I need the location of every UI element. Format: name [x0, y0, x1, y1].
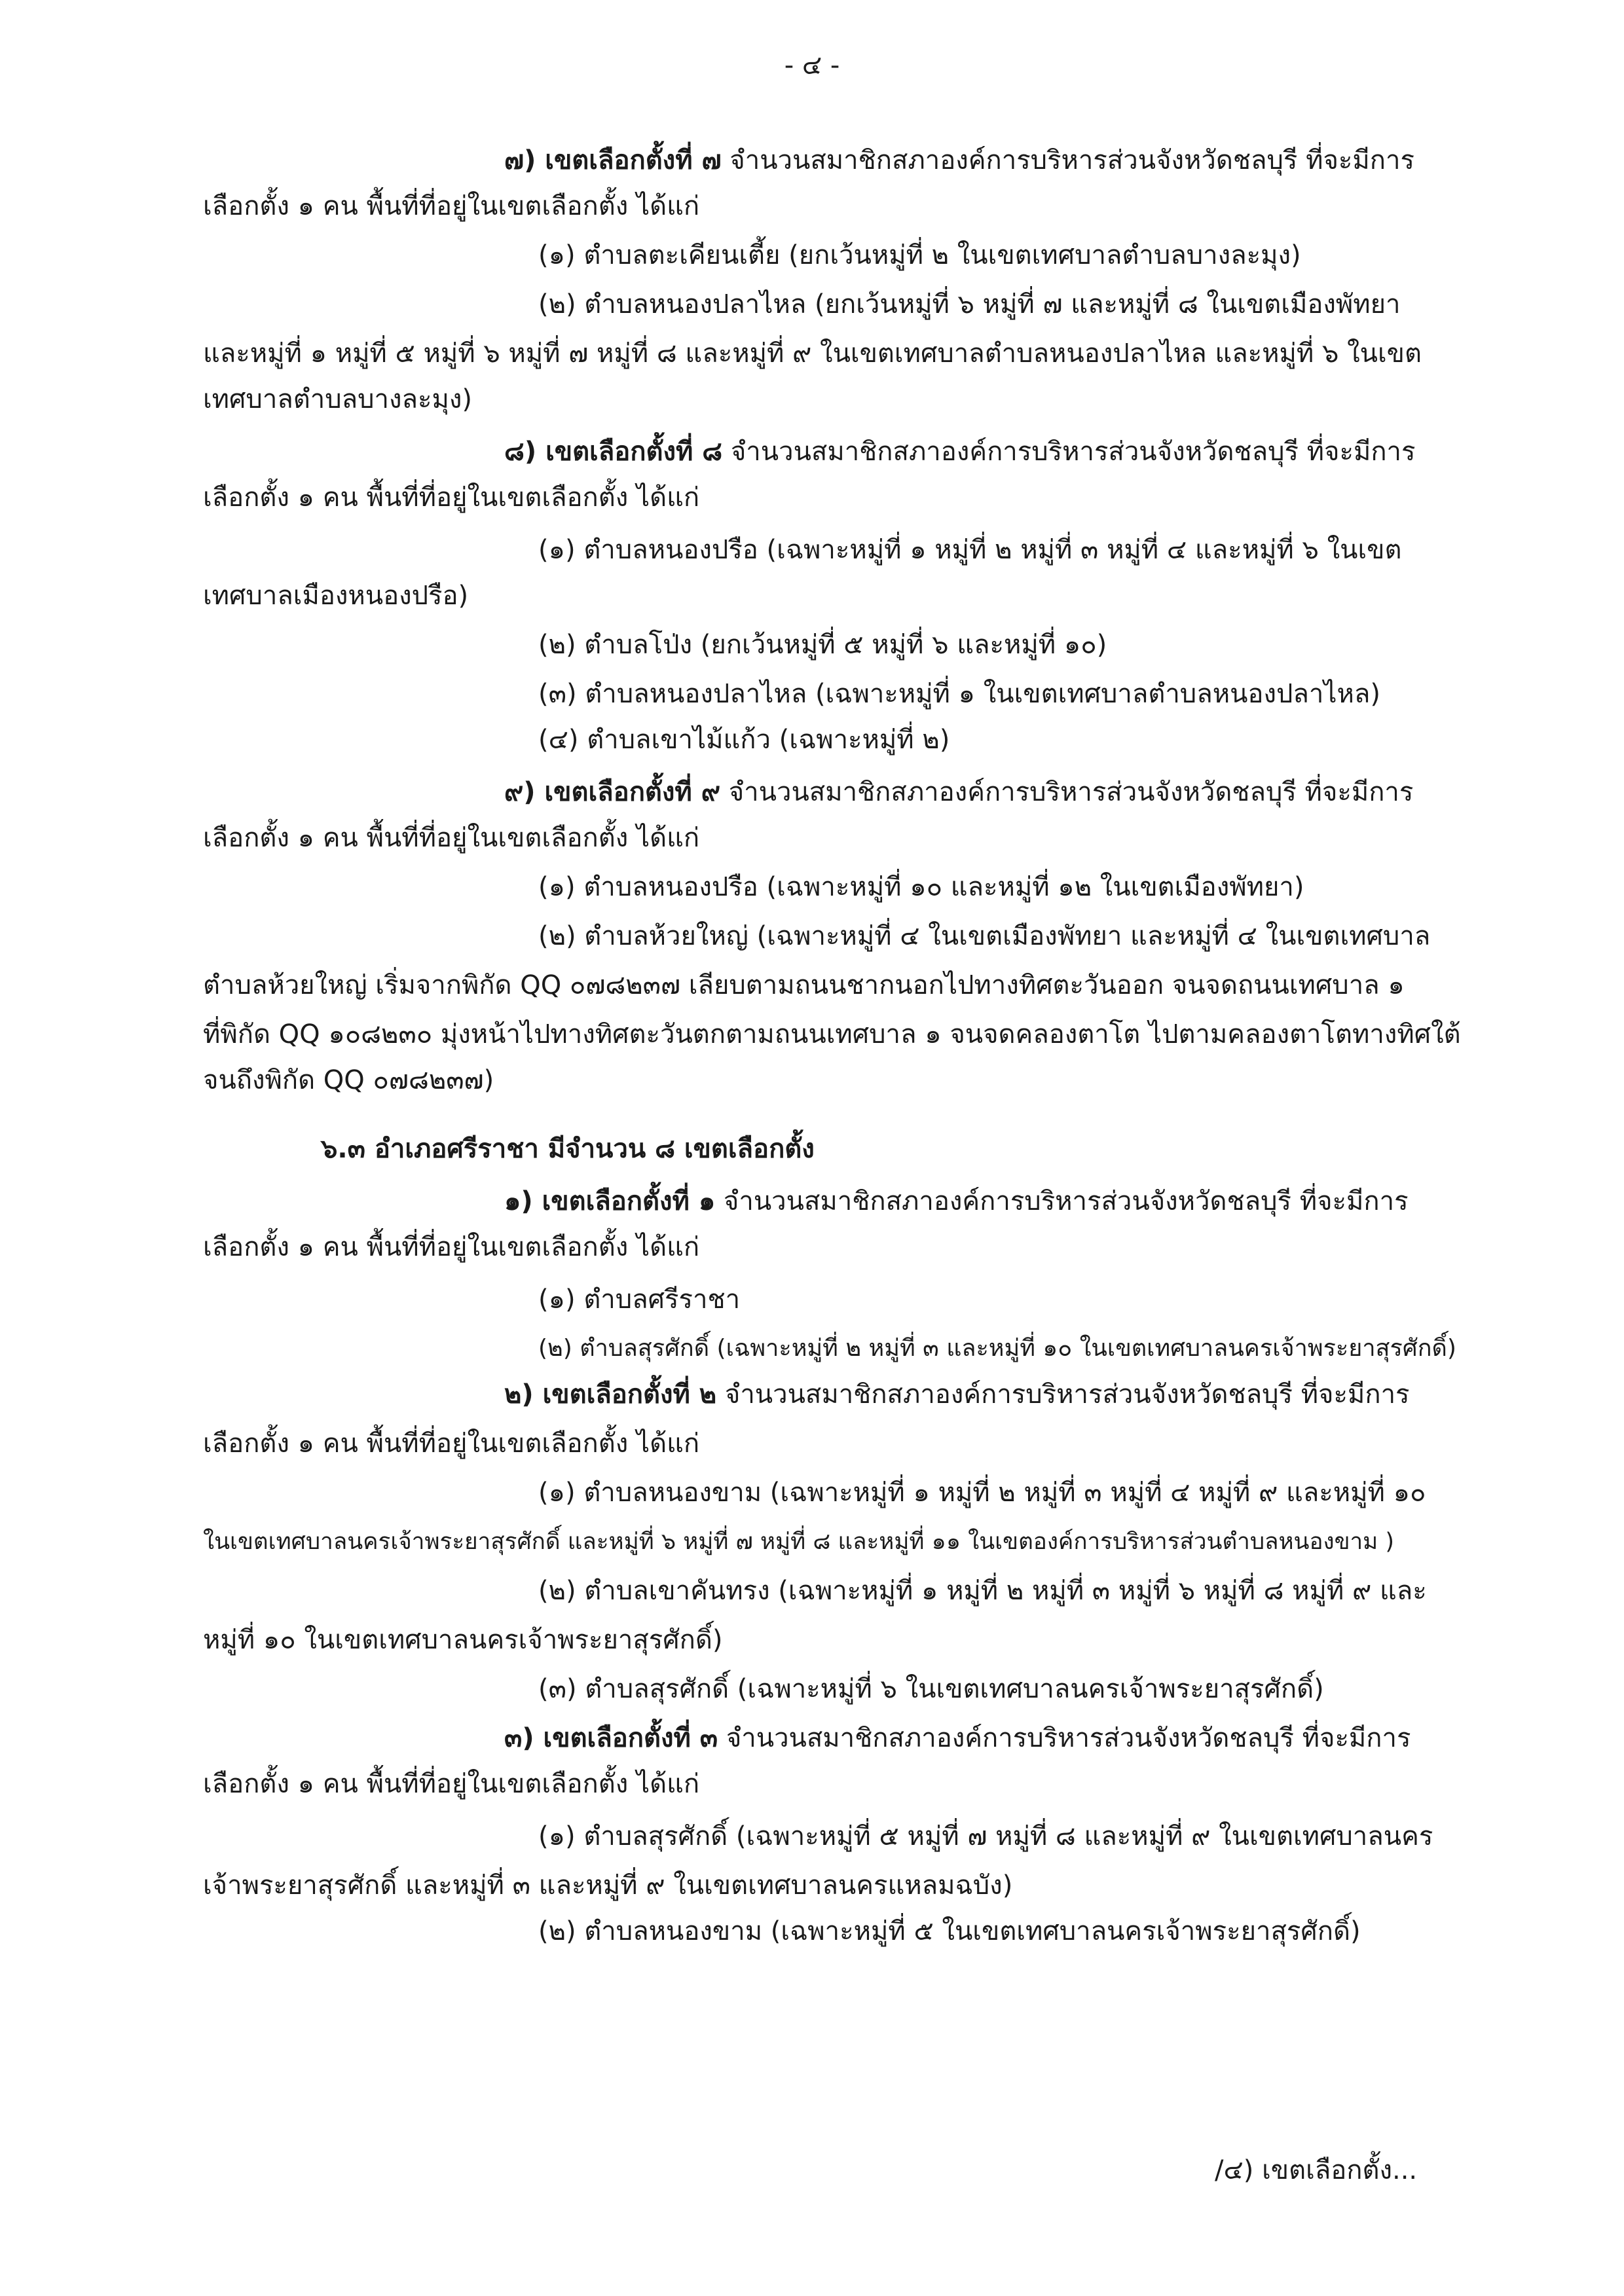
line-text: จำนวนสมาชิกสภาองค์การบริหารส่วนจังหวัดชลบุรี ที่จะมีการ: [721, 145, 1414, 175]
text-line: [538, 917, 1430, 956]
line-text: (๓) ตำบลสุรศักดิ์ (เฉพาะหมู่ที่ ๖ ในเขตเทศบาลนครเจ้าพระยาสุรศักดิ์): [538, 1674, 1324, 1704]
line-text: (๑) ตำบลตะเคียนเตี้ย (ยกเว้นหมู่ที่ ๒ ในเขตเทศบาลตำบลบางละมุง): [538, 240, 1301, 270]
text-line: [538, 1817, 1433, 1856]
line-text: (๑) ตำบลหนองขาม (เฉพาะหมู่ที่ ๑ หมู่ที่ ๒ หมู่ที่ ๓ หมู่ที่ ๔ หมู่ที่ ๙ และหมู่ที่ ๑๐: [538, 1478, 1426, 1508]
line-text: เลือกตั้ง ๑ คน พื้นที่ที่อยู่ในเขตเลือกตั้ง ได้แก่: [203, 191, 700, 221]
line-text: (๓) ตำบลหนองปลาไหล (เฉพาะหมู่ที่ ๑ ในเขตเทศบาลตำบลหนองปลาไหล): [538, 679, 1380, 709]
line-text: จำนวนสมาชิกสภาองค์การบริหารส่วนจังหวัดชลบุรี ที่จะมีการ: [722, 437, 1416, 467]
text-line: [203, 576, 468, 615]
page-number: - ๔ -: [784, 50, 840, 81]
text-line: [203, 1424, 699, 1463]
text-line: [538, 1912, 1361, 1951]
text-line: [538, 1571, 1427, 1611]
line-text: (๑) ตำบลหนองปรือ (เฉพาะหมู่ที่ ๑ หมู่ที่ ๒ หมู่ที่ ๓ หมู่ที่ ๔ และหมู่ที่ ๖ ในเขต: [538, 535, 1402, 565]
line-text: เทศบาลเมืองหนองปรือ): [203, 581, 469, 611]
line-heading: ๓) เขตเลือกตั้งที่ ๓: [504, 1723, 718, 1753]
text-line: [203, 1522, 1394, 1561]
text-line: [538, 867, 1304, 907]
line-text: (๑) ตำบลหนองปรือ (เฉพาะหมู่ที่ ๑๐ และหมู่ที่ ๑๒ ในเขตเมืองพัทยา): [538, 872, 1304, 902]
line-text: เลือกตั้ง ๑ คน พื้นที่ที่อยู่ในเขตเลือกตั้ง ได้แก่: [203, 1232, 700, 1262]
text-line: [538, 1329, 1456, 1368]
line-text: เลือกตั้ง ๑ คน พื้นที่ที่อยู่ในเขตเลือกตั้ง ได้แก่: [203, 483, 700, 513]
text-line: [504, 1719, 1411, 1758]
text-line: [203, 818, 699, 858]
line-text: เลือกตั้ง ๑ คน พื้นที่ที่อยู่ในเขตเลือกตั้ง ได้แก่: [203, 1429, 700, 1459]
text-line: [504, 432, 1416, 471]
line-text: (๒) ตำบลโป่ง (ยกเว้นหมู่ที่ ๕ หมู่ที่ ๖ และหมู่ที่ ๑๐): [538, 630, 1107, 660]
line-text: จำนวนสมาชิกสภาองค์การบริหารส่วนจังหวัดชลบุรี ที่จะมีการ: [715, 1186, 1409, 1216]
section-heading: [321, 1129, 815, 1169]
line-heading: ๖.๓ อำเภอศรีราชา มีจำนวน ๘ เขตเลือกตั้ง: [321, 1134, 815, 1164]
text-line: [203, 380, 472, 419]
text-line: [538, 625, 1107, 665]
line-text: (๑) ตำบลสุรศักดิ์ (เฉพาะหมู่ที่ ๕ หมู่ที่ ๗ หมู่ที่ ๘ และหมู่ที่ ๙ ในเขตเทศบาลนคร: [538, 1821, 1433, 1851]
line-text: (๑) ตำบลศรีราชา: [538, 1285, 741, 1315]
text-line: [203, 1620, 722, 1660]
text-line: [538, 236, 1301, 275]
line-text: หมู่ที่ ๑๐ ในเขตเทศบาลนครเจ้าพระยาสุรศักดิ์): [203, 1625, 723, 1655]
text-line: [538, 530, 1401, 570]
line-text: (๒) ตำบลหนองปลาไหล (ยกเว้นหมู่ที่ ๖ หมู่ที่ ๗ และหมู่ที่ ๘ ในเขตเมืองพัทยา: [538, 289, 1401, 319]
line-text: (๒) ตำบลหนองขาม (เฉพาะหมู่ที่ ๕ ในเขตเทศบาลนครเจ้าพระยาสุรศักดิ์): [538, 1916, 1361, 1946]
line-text: ในเขตเทศบาลนครเจ้าพระยาสุรศักดิ์ และหมู่ที่ ๖ หมู่ที่ ๗ หมู่ที่ ๘ และหมู่ที่ ๑๑ ในเขตองค์การบริหารส่วนตำบลหนองขาม ): [203, 1529, 1395, 1555]
text-line: [538, 674, 1380, 714]
line-heading: ๙) เขตเลือกตั้งที่ ๙: [504, 777, 721, 807]
text-line: [538, 285, 1401, 324]
text-line: [203, 1866, 1012, 1905]
line-text: และหมู่ที่ ๑ หมู่ที่ ๕ หมู่ที่ ๖ หมู่ที่ ๗ หมู่ที่ ๘ และหมู่ที่ ๙ ในเขตเทศบาลตำบลหนองปลาไหล และหมู่ที่ ๖ ในเขต: [203, 338, 1422, 369]
line-heading: ๑) เขตเลือกตั้งที่ ๑: [504, 1186, 716, 1216]
line-text: เจ้าพระยาสุรศักดิ์ และหมู่ที่ ๓ และหมู่ที่ ๙ ในเขตเทศบาลนครแหลมฉบัง): [203, 1870, 1013, 1901]
text-line: [538, 1473, 1426, 1512]
line-heading: ๒) เขตเลือกตั้งที่ ๒: [504, 1379, 717, 1410]
line-text: (๒) ตำบลเขาคันทรง (เฉพาะหมู่ที่ ๑ หมู่ที่ ๒ หมู่ที่ ๓ หมู่ที่ ๖ หมู่ที่ ๘ หมู่ที่ ๙ และ: [538, 1576, 1427, 1606]
text-line: [538, 1280, 740, 1319]
line-text: จนถึงพิกัด QQ ๐๗๘๒๓๗): [203, 1065, 494, 1095]
text-line: [203, 1228, 699, 1267]
text-line: [203, 1061, 494, 1100]
line-text: เลือกตั้ง ๑ คน พื้นที่ที่อยู่ในเขตเลือกตั้ง ได้แก่: [203, 823, 700, 853]
line-text: เทศบาลตำบลบางละมุง): [203, 384, 473, 414]
line-text: (๒) ตำบลสุรศักดิ์ (เฉพาะหมู่ที่ ๒ หมู่ที่ ๓ และหมู่ที่ ๑๐ ในเขตเทศบาลนครเจ้าพระยาสุรศักดิ์): [538, 1335, 1456, 1362]
text-line: [203, 966, 1405, 1005]
text-line: [504, 141, 1414, 180]
line-text: จำนวนสมาชิกสภาองค์การบริหารส่วนจังหวัดชลบุรี ที่จะมีการ: [718, 1723, 1411, 1753]
text-line: [538, 720, 950, 759]
line-text: ตำบลห้วยใหญ่ เริ่มจากพิกัด QQ ๐๗๘๒๓๗ เลียบตามถนนชากนอกไปทางทิศตะวันออก จนจดถนนเทศบาล ๑: [203, 970, 1405, 1000]
line-text: (๒) ตำบลห้วยใหญ่ (เฉพาะหมู่ที่ ๔ ในเขตเมืองพัทยา และหมู่ที่ ๔ ในเขตเทศบาล: [538, 921, 1431, 951]
text-line: [203, 1764, 699, 1804]
line-heading: ๗) เขตเลือกตั้งที่ ๗: [504, 145, 722, 175]
line-text: จำนวนสมาชิกสภาองค์การบริหารส่วนจังหวัดชลบุรี ที่จะมีการ: [720, 777, 1414, 807]
text-line: [504, 773, 1413, 812]
text-line: [203, 187, 699, 226]
text-line: [538, 1669, 1324, 1709]
text-line: [504, 1375, 1410, 1414]
line-text: ที่พิกัด QQ ๑๐๘๒๓๐ มุ่งหน้าไปทางทิศตะวันตกตามถนนเทศบาล ๑ จนจดคลองตาโต ไปตามคลองตาโตทางทิศใต้: [203, 1019, 1461, 1049]
text-line: [504, 1182, 1409, 1221]
line-heading: ๘) เขตเลือกตั้งที่ ๘: [504, 437, 723, 467]
continuation-footer: /๔) เขตเลือกตั้ง...: [1215, 2155, 1418, 2185]
text-line: [203, 1015, 1461, 1054]
line-text: จำนวนสมาชิกสภาองค์การบริหารส่วนจังหวัดชลบุรี ที่จะมีการ: [716, 1379, 1410, 1410]
line-text: (๔) ตำบลเขาไม้แก้ว (เฉพาะหมู่ที่ ๒): [538, 725, 950, 755]
text-line: [203, 478, 699, 517]
text-line: [203, 334, 1422, 373]
line-text: เลือกตั้ง ๑ คน พื้นที่ที่อยู่ในเขตเลือกตั้ง ได้แก่: [203, 1769, 700, 1799]
